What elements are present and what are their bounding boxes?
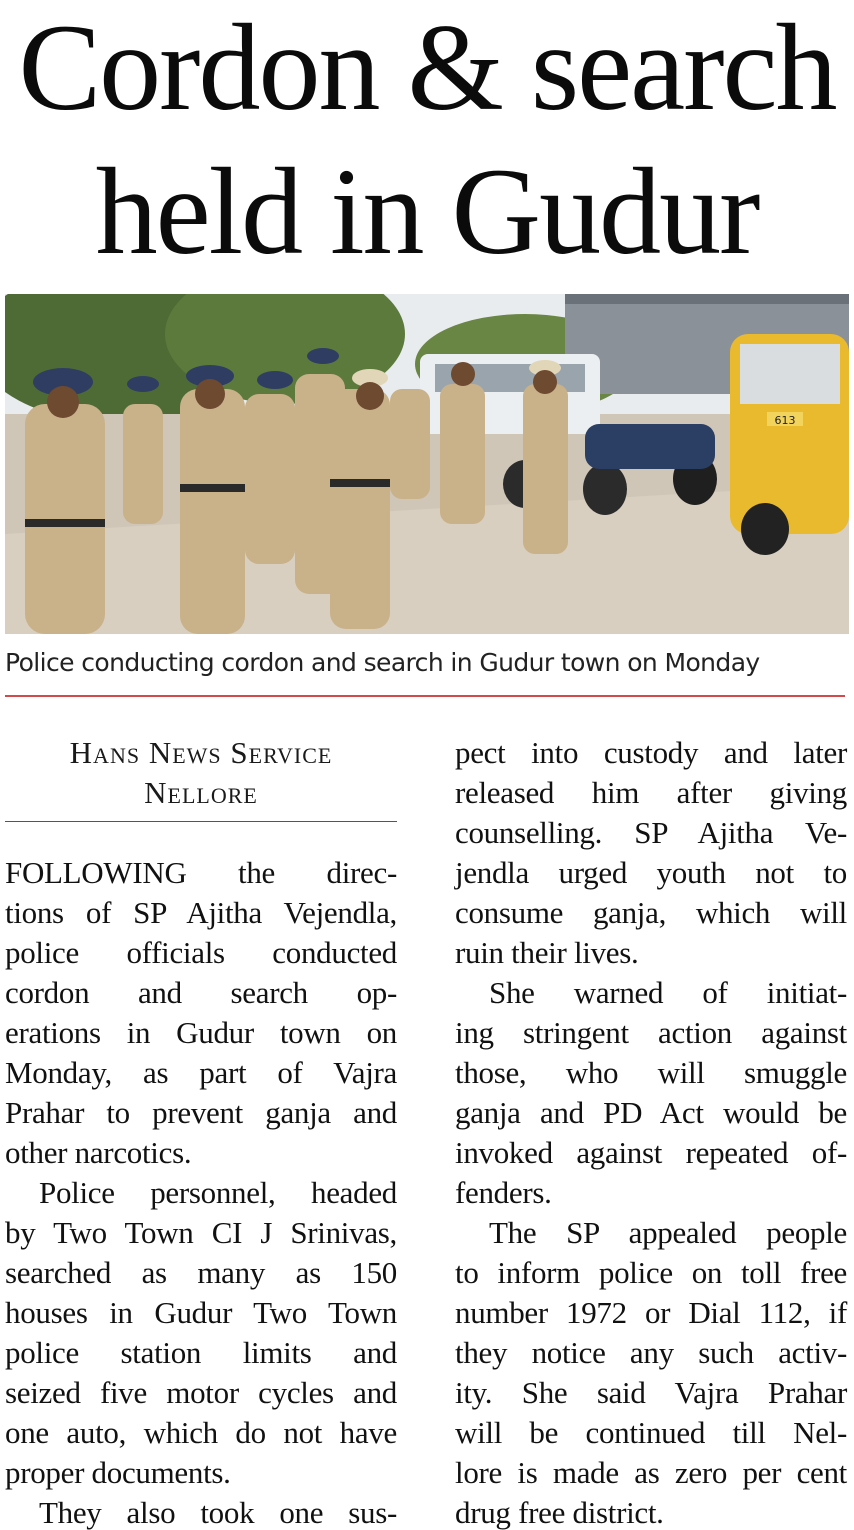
body-line: Monday, as part of Vajra <box>5 1055 397 1090</box>
body-line: proper documents. <box>5 1455 231 1490</box>
body-line: will be continued till Nel- <box>455 1415 847 1450</box>
article-column-left <box>5 853 397 1530</box>
caption-divider <box>5 695 845 697</box>
body-line: searched as many as 150 <box>5 1255 397 1290</box>
body-line: counselling. SP Ajitha Ve- <box>455 815 847 850</box>
body-line: ganja and PD Act would be <box>455 1095 847 1130</box>
photo-caption: Police conducting cordon and search in Gudur town on Monday <box>5 648 760 677</box>
body-line: seized five motor cycles and <box>5 1375 397 1410</box>
byline-agency: Hans News Service <box>69 735 333 770</box>
headline-line-2: held in Gudur <box>95 143 759 280</box>
body-line: consume ganja, which will <box>455 895 847 930</box>
body-line: police officials conducted <box>5 935 397 970</box>
body-line: one auto, which do not have <box>5 1415 397 1450</box>
headline-line-1: Cordon & search <box>18 0 836 136</box>
body-line: by Two Town CI J Srinivas, <box>5 1215 397 1250</box>
body-line: Police personnel, headed <box>39 1175 397 1210</box>
body-line: They also took one sus- <box>39 1495 397 1530</box>
byline-location: Nellore <box>144 775 258 810</box>
body-line: number 1972 or Dial 112, if <box>455 1295 847 1330</box>
body-line: fenders. <box>455 1175 552 1210</box>
body-line: cordon and search op- <box>5 975 397 1010</box>
body-line: She warned of initiat- <box>489 975 847 1010</box>
body-line: erations in Gudur town on <box>5 1015 397 1050</box>
auto-number-plate: 613 <box>774 414 796 427</box>
body-line: those, who will smuggle <box>455 1055 847 1090</box>
body-line: to inform police on toll free <box>455 1255 847 1290</box>
body-line: police station limits and <box>5 1335 397 1370</box>
body-line: lore is made as zero per cent <box>455 1455 847 1490</box>
body-line: other narcotics. <box>5 1135 192 1170</box>
body-line: ity. She said Vajra Prahar <box>455 1375 847 1410</box>
body-line: Prahar to prevent ganja and <box>5 1095 397 1130</box>
article-column-right <box>455 733 847 1530</box>
body-line: jendla urged youth not to <box>455 855 847 890</box>
body-line: released him after giving <box>455 775 847 810</box>
body-line: invoked against repeated of- <box>455 1135 847 1170</box>
news-photo <box>5 294 849 634</box>
body-line: ing stringent action against <box>455 1015 847 1050</box>
body-line: tions of SP Ajitha Vejendla, <box>5 895 397 930</box>
body-line: drug free district. <box>455 1495 664 1530</box>
body-line: ruin their lives. <box>455 935 639 970</box>
body-line: they notice any such activ- <box>455 1335 847 1370</box>
byline-divider <box>5 821 397 822</box>
body-line: The SP appealed people <box>489 1215 847 1250</box>
body-line: houses in Gudur Two Town <box>5 1295 397 1330</box>
body-line: pect into custody and later <box>455 735 847 770</box>
body-line: FOLLOWING the direc- <box>5 855 397 890</box>
